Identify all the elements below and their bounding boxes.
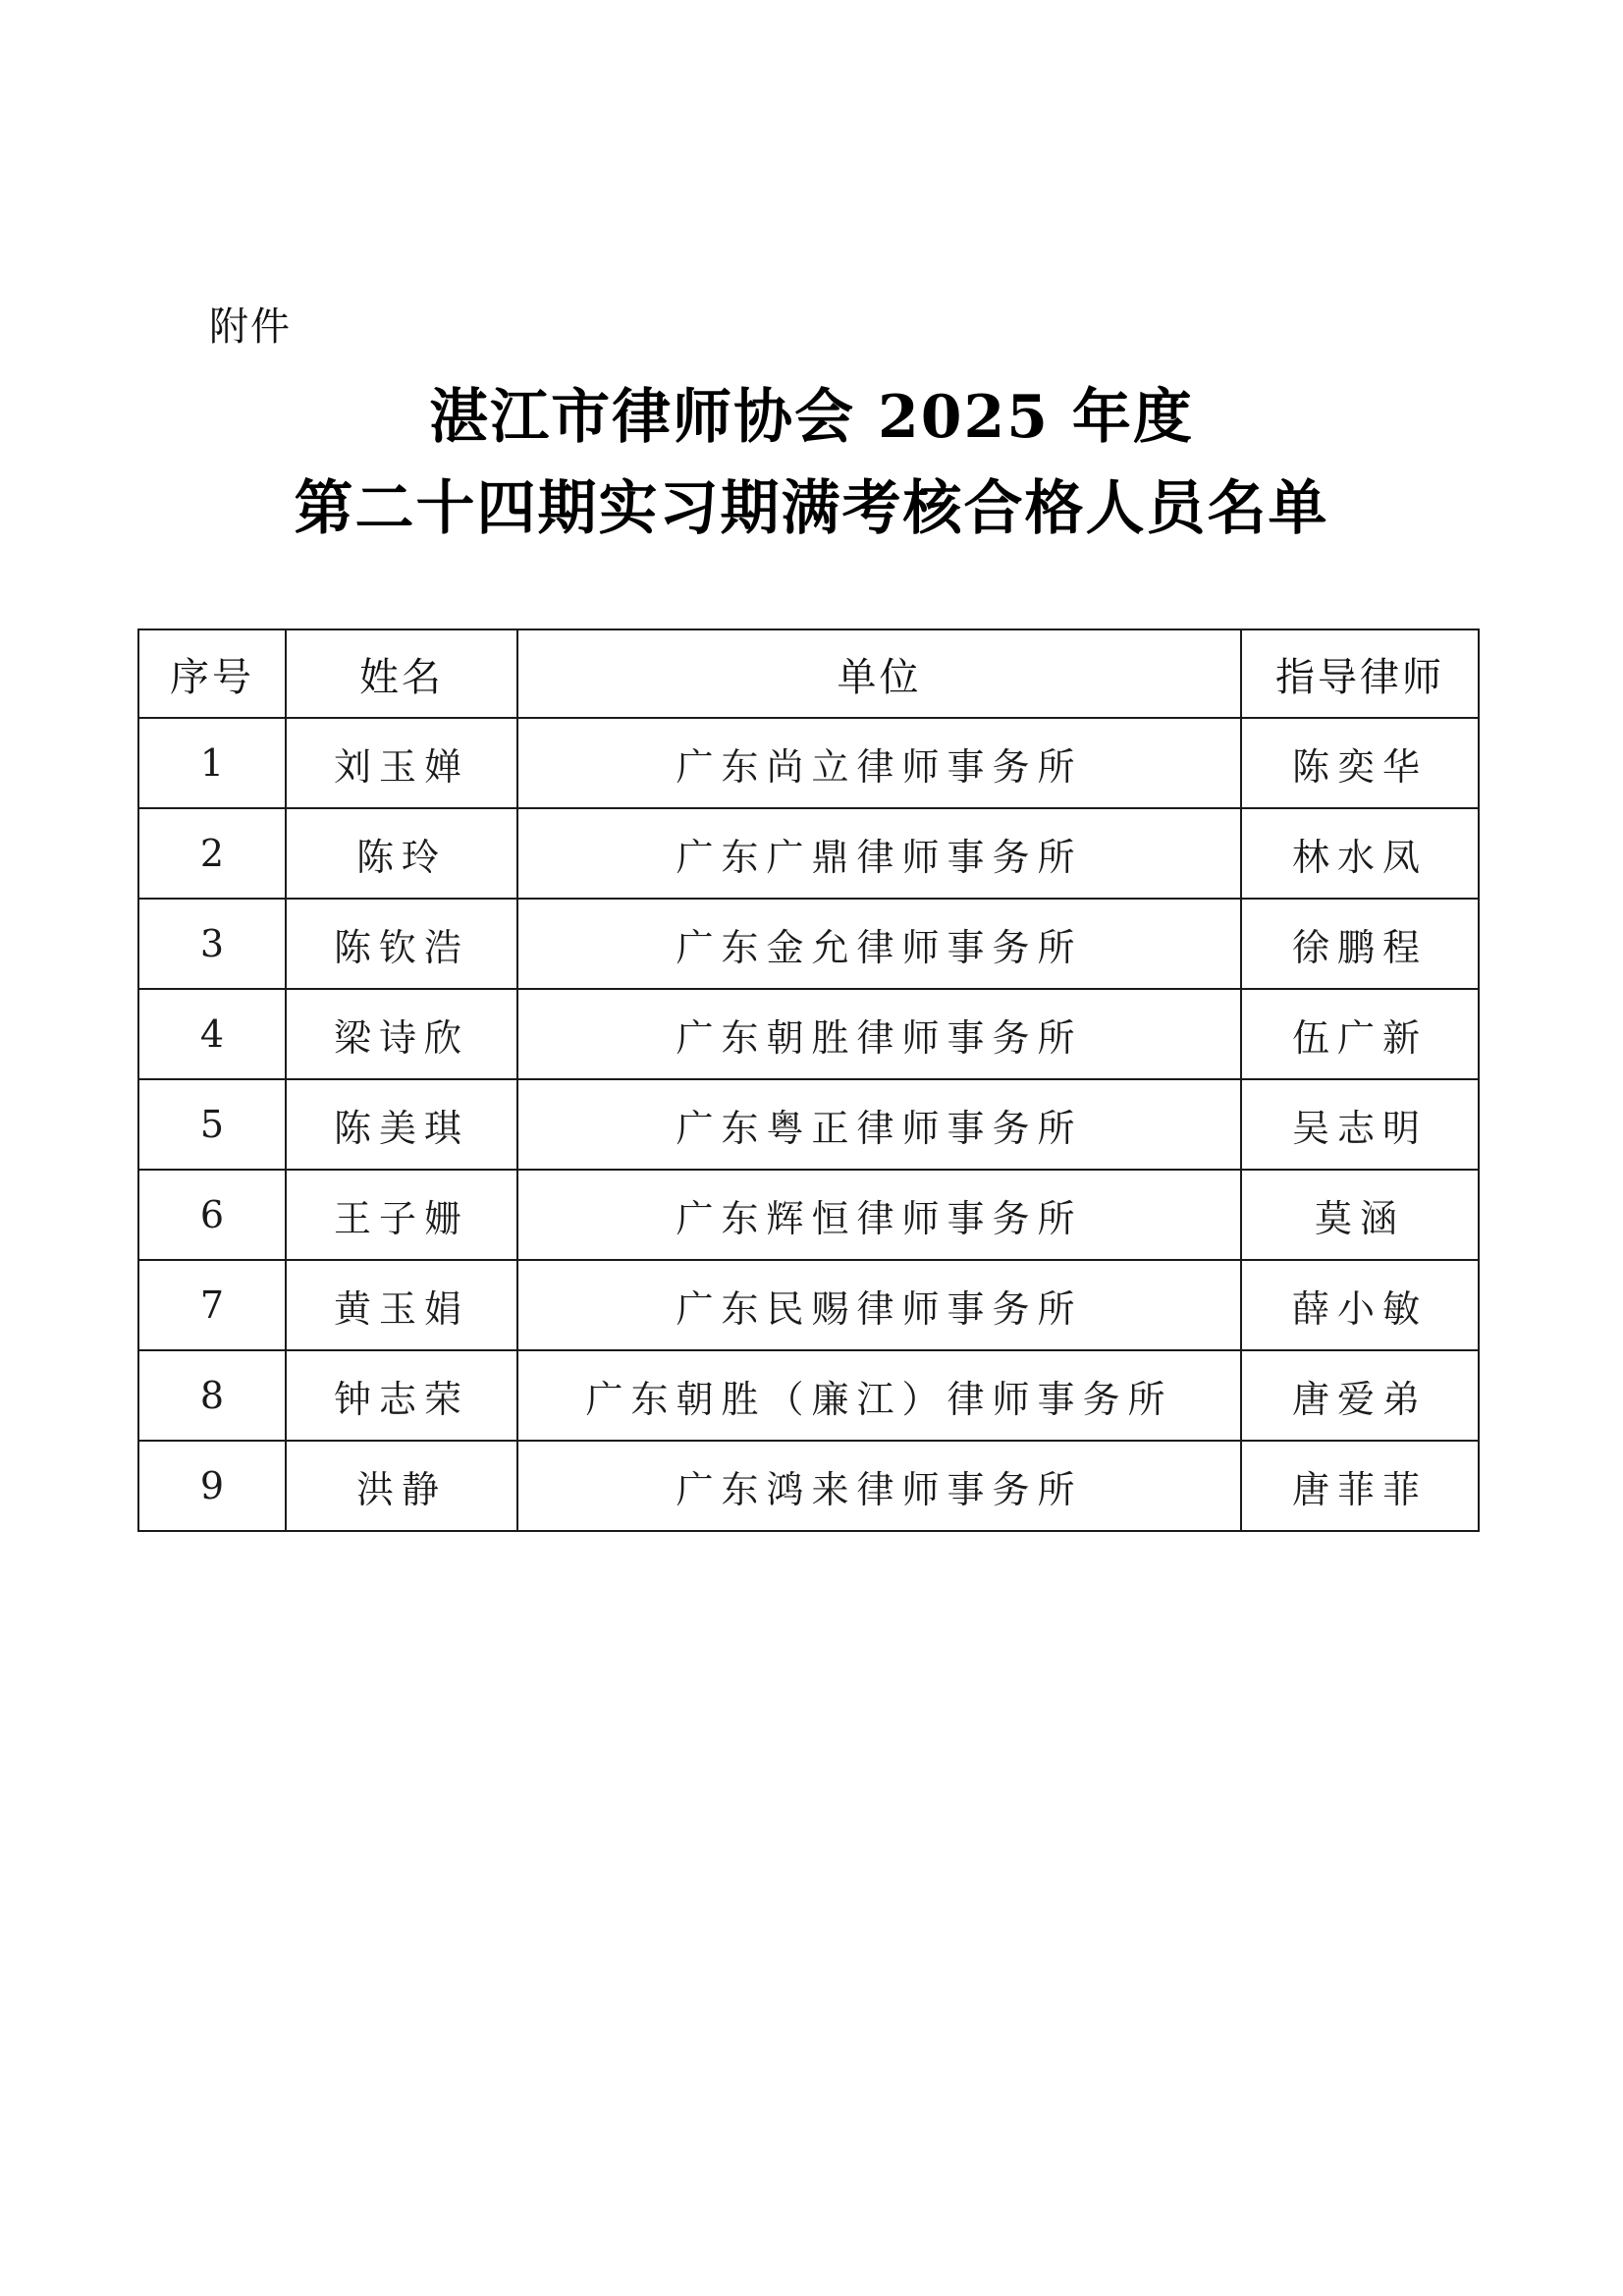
cell-mentor: 唐菲菲 bbox=[1241, 1441, 1479, 1531]
header-mentor: 指导律师 bbox=[1241, 629, 1479, 718]
table-row bbox=[138, 989, 1479, 1079]
cell-mentor: 莫涵 bbox=[1241, 1170, 1479, 1260]
cell-unit: 广东粤正律师事务所 bbox=[517, 1079, 1241, 1170]
cell-name: 陈玲 bbox=[286, 808, 517, 899]
table-row bbox=[138, 899, 1479, 989]
attachment-label: 附件 bbox=[209, 304, 292, 350]
cell-mentor: 薛小敏 bbox=[1241, 1260, 1479, 1350]
table-header bbox=[138, 629, 1479, 718]
cell-unit: 广东朝胜律师事务所 bbox=[517, 989, 1241, 1079]
cell-seq: 5 bbox=[138, 1079, 286, 1170]
cell-mentor: 徐鹏程 bbox=[1241, 899, 1479, 989]
cell-seq: 6 bbox=[138, 1170, 286, 1260]
header-unit: 单位 bbox=[517, 629, 1241, 718]
table-row bbox=[138, 1170, 1479, 1260]
cell-seq: 2 bbox=[138, 808, 286, 899]
table-header-row bbox=[138, 629, 1479, 718]
cell-mentor: 伍广新 bbox=[1241, 989, 1479, 1079]
cell-mentor: 陈奕华 bbox=[1241, 718, 1479, 808]
cell-seq: 4 bbox=[138, 989, 286, 1079]
cell-unit: 广东广鼎律师事务所 bbox=[517, 808, 1241, 899]
table-row bbox=[138, 1350, 1479, 1441]
table-row bbox=[138, 718, 1479, 808]
cell-mentor: 唐爱弟 bbox=[1241, 1350, 1479, 1441]
qualified-interns-table bbox=[137, 629, 1480, 1532]
table-row bbox=[138, 1260, 1479, 1350]
table-row bbox=[138, 1079, 1479, 1170]
table-row bbox=[138, 1441, 1479, 1531]
cell-unit: 广东朝胜（廉江）律师事务所 bbox=[517, 1350, 1241, 1441]
cell-unit: 广东辉恒律师事务所 bbox=[517, 1170, 1241, 1260]
cell-name: 陈美琪 bbox=[286, 1079, 517, 1170]
cell-seq: 1 bbox=[138, 718, 286, 808]
cell-name: 陈钦浩 bbox=[286, 899, 517, 989]
cell-unit: 广东民赐律师事务所 bbox=[517, 1260, 1241, 1350]
cell-seq: 7 bbox=[138, 1260, 286, 1350]
document-title-line-2: 第二十四期实习期满考核合格人员名单 bbox=[294, 474, 1329, 543]
cell-name: 黄玉娟 bbox=[286, 1260, 517, 1350]
cell-seq: 3 bbox=[138, 899, 286, 989]
header-seq: 序号 bbox=[138, 629, 286, 718]
cell-name: 洪静 bbox=[286, 1441, 517, 1531]
cell-mentor: 林水凤 bbox=[1241, 808, 1479, 899]
cell-seq: 8 bbox=[138, 1350, 286, 1441]
table-row bbox=[138, 808, 1479, 899]
cell-name: 梁诗欣 bbox=[286, 989, 517, 1079]
cell-mentor: 吴志明 bbox=[1241, 1079, 1479, 1170]
cell-name: 王子姗 bbox=[286, 1170, 517, 1260]
cell-name: 钟志荣 bbox=[286, 1350, 517, 1441]
document-title-line-1: 湛江市律师协会 2025 年度 bbox=[429, 383, 1194, 452]
table-body bbox=[138, 718, 1479, 1531]
cell-name: 刘玉婵 bbox=[286, 718, 517, 808]
cell-seq: 9 bbox=[138, 1441, 286, 1531]
cell-unit: 广东鸿来律师事务所 bbox=[517, 1441, 1241, 1531]
header-name: 姓名 bbox=[286, 629, 517, 718]
cell-unit: 广东尚立律师事务所 bbox=[517, 718, 1241, 808]
cell-unit: 广东金允律师事务所 bbox=[517, 899, 1241, 989]
